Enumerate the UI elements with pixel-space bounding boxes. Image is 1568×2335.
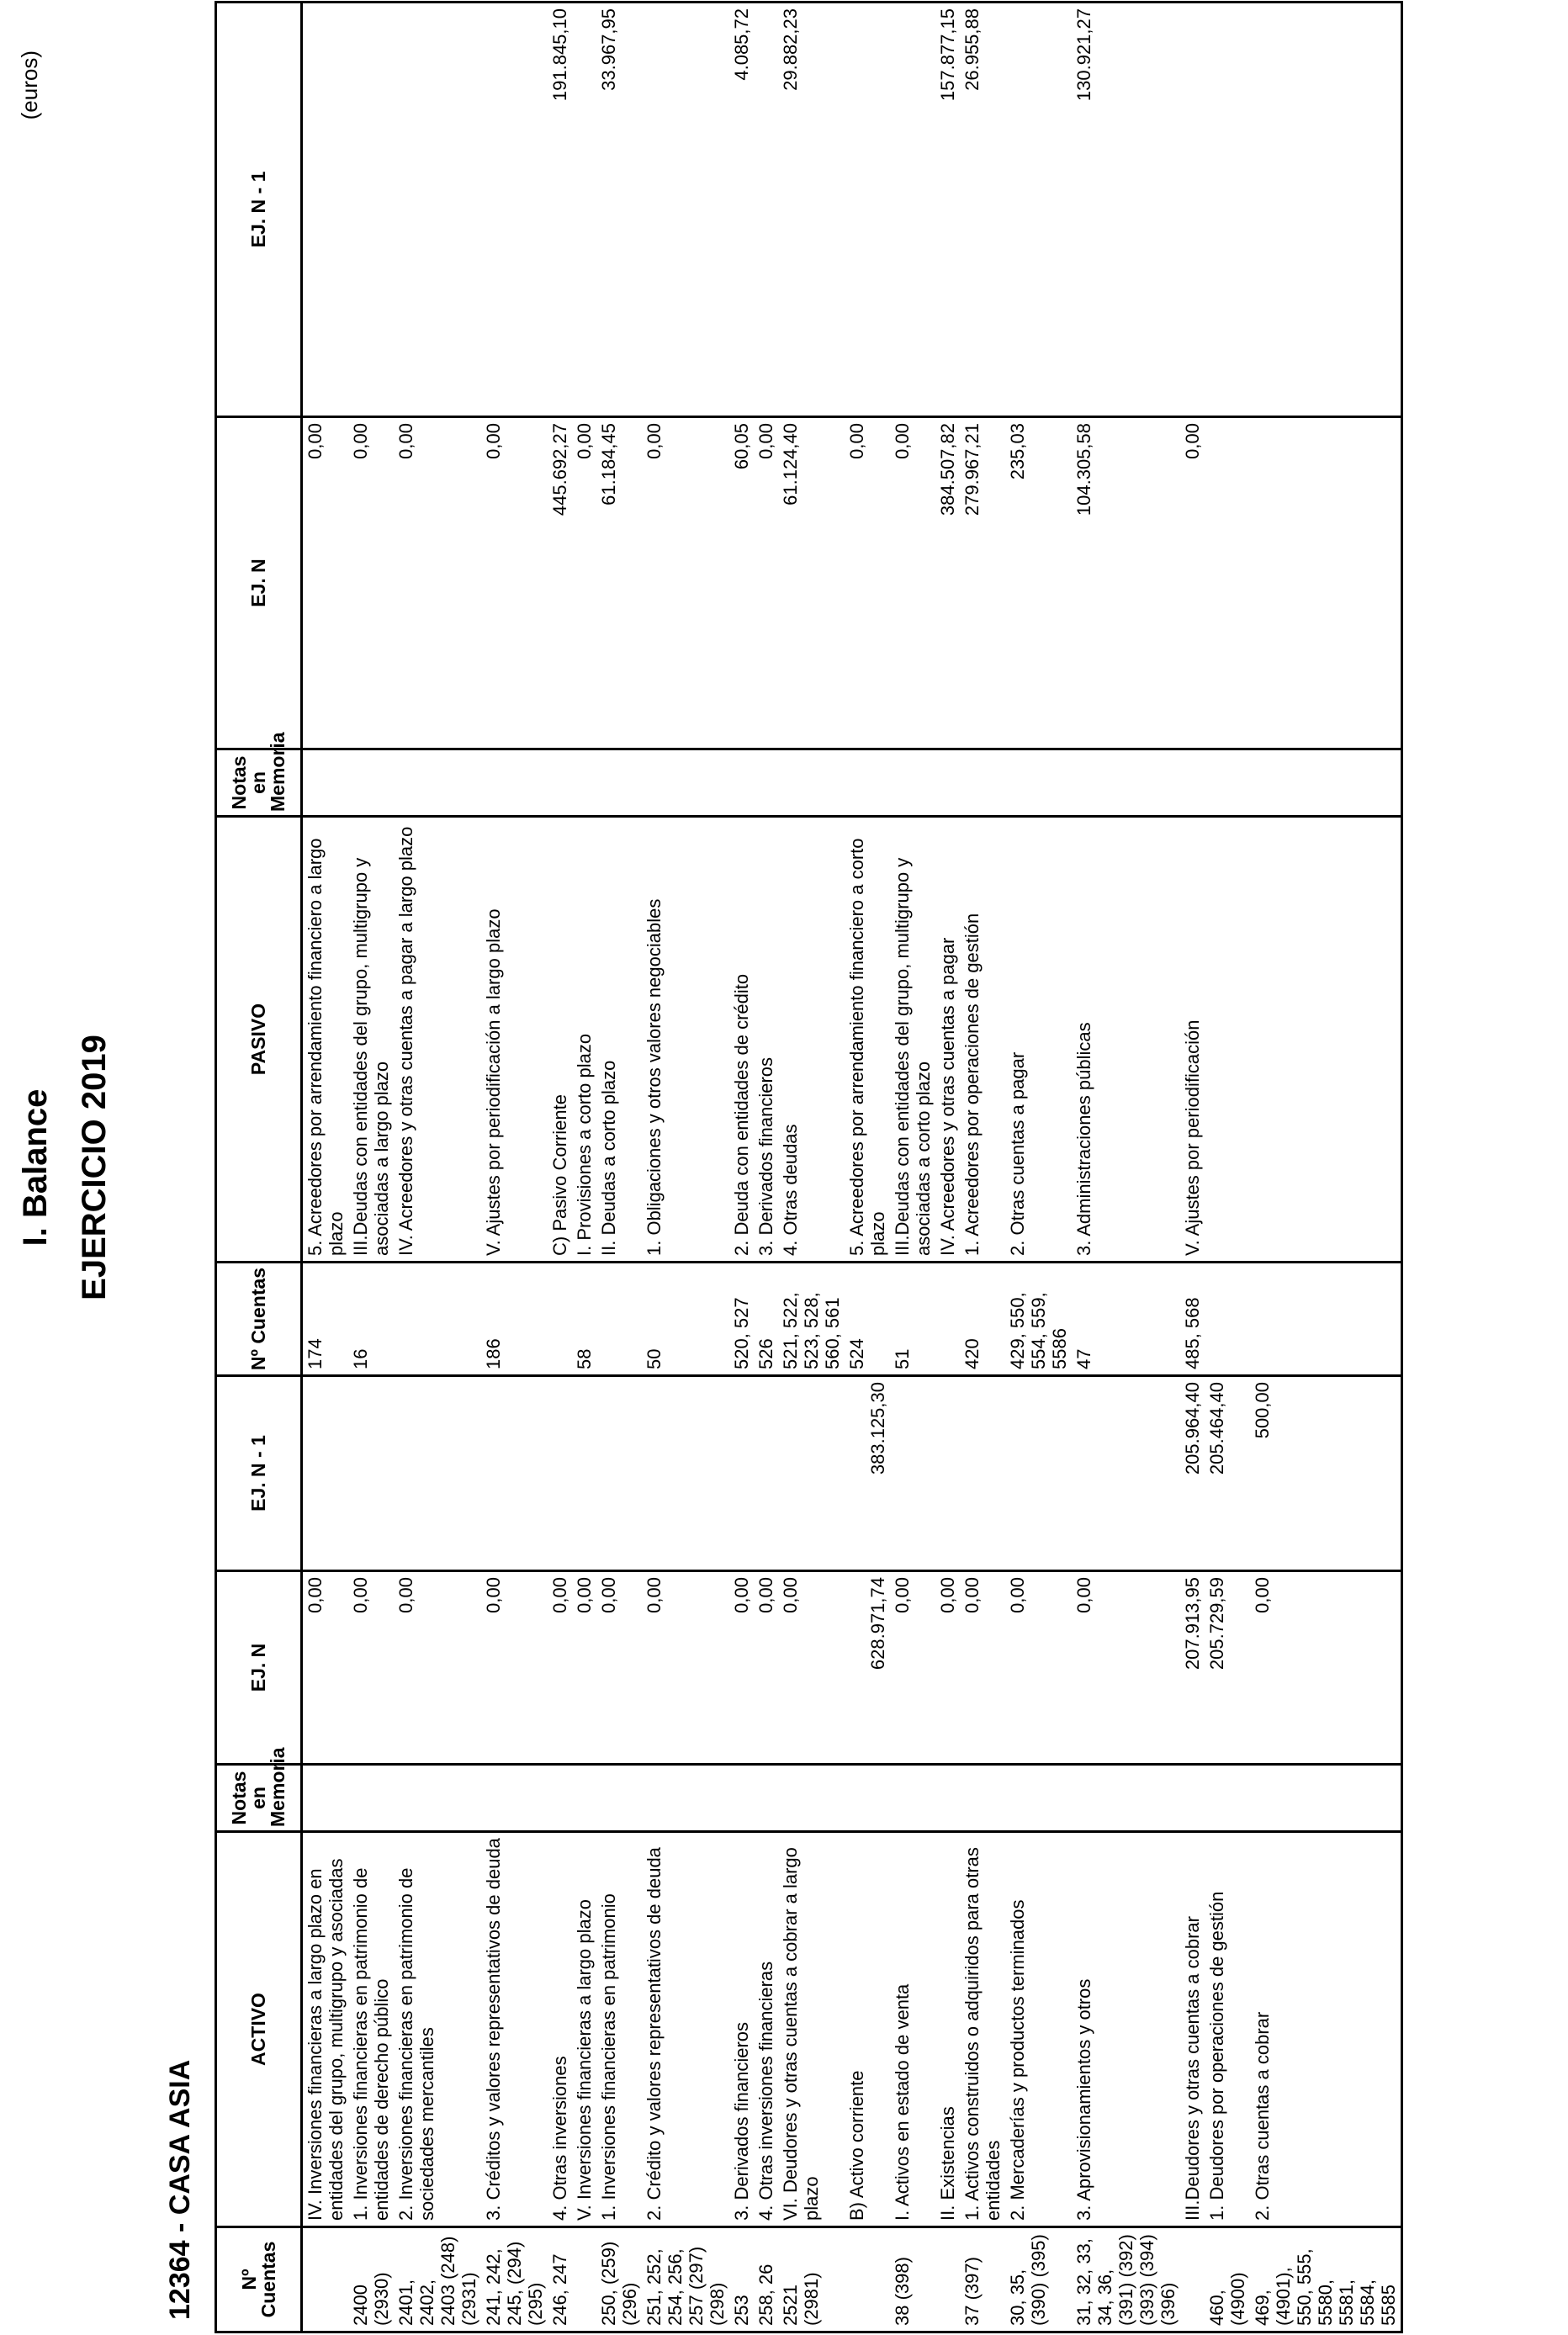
activo-ej-n-cell: 0,00 bbox=[1250, 1571, 1402, 1765]
activo-notes-cell bbox=[729, 1765, 754, 1832]
pasivo-notes-cell bbox=[1072, 749, 1180, 817]
activo-label-cell: II. Existencias bbox=[935, 1832, 960, 2227]
activo-label-cell: 4. Otras inversiones financieras bbox=[754, 1832, 778, 2227]
activo-notes-cell bbox=[1180, 1765, 1205, 1832]
activo-notes-cell bbox=[754, 1765, 778, 1832]
activo-ej-n1-cell bbox=[1005, 1376, 1072, 1571]
activo-ej-n-cell: 205.729,59 bbox=[1205, 1571, 1250, 1765]
pasivo-ej-n-cell: 0,00 bbox=[348, 417, 394, 749]
pasivo-ej-n-cell: 0,00 bbox=[845, 417, 890, 749]
pasivo-label-cell: V. Ajustes por periodificación bbox=[1180, 817, 1205, 1263]
activo-ej-n1-cell bbox=[596, 1376, 642, 1571]
activo-label-cell: 3. Créditos y valores representativos de deuda bbox=[481, 1832, 548, 2227]
activo-ej-n-cell: 0,00 bbox=[642, 1571, 729, 1765]
table-row bbox=[1005, 3, 1072, 2332]
pasivo-label-cell: 1. Acreedores por operaciones de gestión bbox=[960, 817, 1005, 1263]
pasivo-ej-n-cell: 0,00 bbox=[302, 417, 349, 749]
activo-label-cell: 1. Deudores por operaciones de gestión bbox=[1205, 1832, 1250, 2227]
activo-accounts-cell: 258, 26 bbox=[754, 2227, 778, 2332]
activo-notes-cell bbox=[1250, 1765, 1402, 1832]
pasivo-ej-n-cell: 61.184,45 bbox=[596, 417, 642, 749]
activo-ej-n1-cell bbox=[754, 1376, 778, 1571]
pasivo-notes-cell bbox=[845, 749, 890, 817]
pasivo-accounts-cell bbox=[1250, 1263, 1402, 1376]
col-header-activo: ACTIVO bbox=[216, 1832, 302, 2227]
pasivo-label-cell: 5. Acreedores por arrendamiento financiero a corto plazo bbox=[845, 817, 890, 1263]
activo-label-cell: 3. Derivados financieros bbox=[729, 1832, 754, 2227]
activo-label-cell: I. Activos en estado de venta bbox=[890, 1832, 935, 2227]
col-header-ej-n-activo: EJ. N bbox=[216, 1571, 302, 1765]
activo-ej-n1-cell bbox=[729, 1376, 754, 1571]
pasivo-ej-n-cell: 0,00 bbox=[481, 417, 548, 749]
pasivo-ej-n1-cell bbox=[394, 3, 481, 417]
activo-accounts-cell: 2521 (2981) bbox=[778, 2227, 845, 2332]
pasivo-label-cell: I. Provisiones a corto plazo bbox=[572, 817, 596, 1263]
activo-ej-n1-cell bbox=[302, 1376, 349, 1571]
pasivo-ej-n1-cell bbox=[302, 3, 349, 417]
pasivo-ej-n-cell: 384.507,82 bbox=[935, 417, 960, 749]
activo-accounts-cell bbox=[1180, 2227, 1205, 2332]
pasivo-ej-n-cell: 0,00 bbox=[754, 417, 778, 749]
activo-ej-n1-cell bbox=[481, 1376, 548, 1571]
activo-ej-n1-cell bbox=[548, 1376, 572, 1571]
pasivo-accounts-cell bbox=[596, 1263, 642, 1376]
pasivo-ej-n1-cell: 130.921,27 bbox=[1072, 3, 1180, 417]
activo-accounts-cell: 2400 (2930) bbox=[348, 2227, 394, 2332]
activo-label-cell: 2. Crédito y valores representativos de deuda bbox=[642, 1832, 729, 2227]
pasivo-ej-n1-cell: 191.845,10 bbox=[548, 3, 572, 417]
pasivo-ej-n1-cell bbox=[1250, 3, 1402, 417]
pasivo-ej-n1-cell: 157.877,15 bbox=[935, 3, 960, 417]
col-header-accounts-activo: Nº Cuentas bbox=[216, 2227, 302, 2332]
pasivo-label-cell: C) Pasivo Corriente bbox=[548, 817, 572, 1263]
pasivo-accounts-cell: 524 bbox=[845, 1263, 890, 1376]
pasivo-label-cell: 2. Otras cuentas a pagar bbox=[1005, 817, 1072, 1263]
activo-accounts-cell: 251, 252, 254, 256, 257 (297) (298) bbox=[642, 2227, 729, 2332]
pasivo-ej-n-cell: 0,00 bbox=[394, 417, 481, 749]
activo-ej-n1-cell bbox=[1072, 1376, 1180, 1571]
pasivo-ej-n1-cell bbox=[642, 3, 729, 417]
pasivo-label-cell: IV. Acreedores y otras cuentas a pagar bbox=[935, 817, 960, 1263]
activo-ej-n-cell: 0,00 bbox=[394, 1571, 481, 1765]
pasivo-accounts-cell bbox=[548, 1263, 572, 1376]
activo-ej-n1-cell bbox=[778, 1376, 845, 1571]
pasivo-accounts-cell: 51 bbox=[890, 1263, 935, 1376]
pasivo-ej-n-cell: 104.305,58 bbox=[1072, 417, 1180, 749]
activo-ej-n1-cell: 500,00 bbox=[1250, 1376, 1402, 1571]
col-header-ej-n-pasivo: EJ. N bbox=[216, 417, 302, 749]
table-row bbox=[754, 3, 778, 2332]
activo-label-cell: B) Activo corriente bbox=[845, 1832, 890, 2227]
activo-label-cell: IV. Inversiones financieras a largo plazo en entidades del grupo, multigrupo y asociadas bbox=[302, 1832, 349, 2227]
activo-ej-n-cell: 0,00 bbox=[729, 1571, 754, 1765]
pasivo-accounts-cell bbox=[394, 1263, 481, 1376]
activo-ej-n-cell: 0,00 bbox=[348, 1571, 394, 1765]
pasivo-notes-cell bbox=[596, 749, 642, 817]
table-row bbox=[394, 3, 481, 2332]
table-row bbox=[729, 3, 754, 2332]
activo-notes-cell bbox=[845, 1765, 890, 1832]
activo-ej-n1-cell: 383.125,30 bbox=[845, 1376, 890, 1571]
pasivo-notes-cell bbox=[1205, 749, 1250, 817]
pasivo-ej-n1-cell bbox=[890, 3, 935, 417]
exercise-title: EJERCICIO 2019 bbox=[76, 1035, 113, 1300]
pasivo-ej-n-cell: 0,00 bbox=[572, 417, 596, 749]
pasivo-ej-n-cell: 279.967,21 bbox=[960, 417, 1005, 749]
pasivo-accounts-cell: 526 bbox=[754, 1263, 778, 1376]
balance-table bbox=[215, 1, 1403, 2333]
pasivo-label-cell: 3. Administraciones públicas bbox=[1072, 817, 1180, 1263]
pasivo-notes-cell bbox=[1250, 749, 1402, 817]
activo-label-cell: 3. Aprovisionamientos y otros bbox=[1072, 1832, 1180, 2227]
pasivo-label-cell: 3. Derivados financieros bbox=[754, 817, 778, 1263]
pasivo-accounts-cell: 420 bbox=[960, 1263, 1005, 1376]
activo-ej-n-cell: 0,00 bbox=[890, 1571, 935, 1765]
table-row bbox=[1205, 3, 1250, 2332]
activo-accounts-cell bbox=[845, 2227, 890, 2332]
pasivo-notes-cell bbox=[394, 749, 481, 817]
pasivo-accounts-cell: 429, 550, 554, 559, 5586 bbox=[1005, 1263, 1072, 1376]
pasivo-label-cell: II. Deudas a corto plazo bbox=[596, 817, 642, 1263]
pasivo-accounts-cell: 485, 568 bbox=[1180, 1263, 1205, 1376]
activo-accounts-cell: 246, 247 bbox=[548, 2227, 572, 2332]
table-row bbox=[960, 3, 1005, 2332]
activo-accounts-cell: 38 (398) bbox=[890, 2227, 935, 2332]
table-row bbox=[935, 3, 960, 2332]
activo-notes-cell bbox=[890, 1765, 935, 1832]
activo-ej-n1-cell bbox=[960, 1376, 1005, 1571]
activo-notes-cell bbox=[778, 1765, 845, 1832]
activo-notes-cell bbox=[1205, 1765, 1250, 1832]
table-row bbox=[642, 3, 729, 2332]
pasivo-ej-n-cell bbox=[1250, 417, 1402, 749]
pasivo-ej-n1-cell: 33.967,95 bbox=[596, 3, 642, 417]
activo-notes-cell bbox=[302, 1765, 349, 1832]
activo-ej-n-cell: 0,00 bbox=[572, 1571, 596, 1765]
activo-ej-n-cell: 0,00 bbox=[960, 1571, 1005, 1765]
pasivo-label-cell bbox=[1205, 817, 1250, 1263]
activo-ej-n1-cell bbox=[642, 1376, 729, 1571]
activo-notes-cell bbox=[394, 1765, 481, 1832]
col-header-ej-n1-activo: EJ. N - 1 bbox=[216, 1376, 302, 1571]
activo-label-cell: 1. Inversiones financieras en patrimonio de entidades de derecho público bbox=[348, 1832, 394, 2227]
table-row bbox=[572, 3, 596, 2332]
pasivo-label-cell: III.Deudas con entidades del grupo, multigrupo y asociadas a largo plazo bbox=[348, 817, 394, 1263]
activo-ej-n1-cell bbox=[572, 1376, 596, 1571]
activo-accounts-cell: 250, (259) (296) bbox=[596, 2227, 642, 2332]
pasivo-ej-n-cell: 0,00 bbox=[642, 417, 729, 749]
pasivo-label-cell: V. Ajustes por periodificación a largo plazo bbox=[481, 817, 548, 1263]
pasivo-ej-n1-cell bbox=[1005, 3, 1072, 417]
activo-ej-n-cell: 0,00 bbox=[754, 1571, 778, 1765]
activo-accounts-cell: 460, (4900) bbox=[1205, 2227, 1250, 2332]
activo-label-cell: V. Inversiones financieras a largo plazo bbox=[572, 1832, 596, 2227]
activo-notes-cell bbox=[348, 1765, 394, 1832]
activo-ej-n1-cell bbox=[348, 1376, 394, 1571]
activo-ej-n1-cell: 205.464,40 bbox=[1205, 1376, 1250, 1571]
activo-accounts-cell bbox=[302, 2227, 349, 2332]
entity-name: 12364 - CASA ASIA bbox=[164, 2059, 196, 2320]
pasivo-notes-cell bbox=[960, 749, 1005, 817]
activo-notes-cell bbox=[1072, 1765, 1180, 1832]
table-row bbox=[548, 3, 572, 2332]
activo-ej-n1-cell bbox=[935, 1376, 960, 1571]
activo-ej-n1-cell bbox=[890, 1376, 935, 1571]
activo-ej-n-cell: 0,00 bbox=[302, 1571, 349, 1765]
pasivo-accounts-cell: 50 bbox=[642, 1263, 729, 1376]
pasivo-accounts-cell: 58 bbox=[572, 1263, 596, 1376]
pasivo-notes-cell bbox=[642, 749, 729, 817]
pasivo-label-cell: IV. Acreedores y otras cuentas a pagar a largo plazo bbox=[394, 817, 481, 1263]
table-row bbox=[1180, 3, 1205, 2332]
pasivo-notes-cell bbox=[778, 749, 845, 817]
table-row bbox=[596, 3, 642, 2332]
pasivo-ej-n1-cell bbox=[1180, 3, 1205, 417]
activo-ej-n-cell: 0,00 bbox=[481, 1571, 548, 1765]
pasivo-notes-cell bbox=[890, 749, 935, 817]
pasivo-label-cell bbox=[1250, 817, 1402, 1263]
pasivo-ej-n-cell: 445.692,27 bbox=[548, 417, 572, 749]
activo-ej-n-cell: 0,00 bbox=[596, 1571, 642, 1765]
pasivo-label-cell: 2. Deuda con entidades de crédito bbox=[729, 817, 754, 1263]
pasivo-notes-cell bbox=[572, 749, 596, 817]
pasivo-ej-n-cell: 235,03 bbox=[1005, 417, 1072, 749]
pasivo-notes-cell bbox=[548, 749, 572, 817]
pasivo-notes-cell bbox=[302, 749, 349, 817]
pasivo-label-cell: 5. Acreedores por arrendamiento financiero a largo plazo bbox=[302, 817, 349, 1263]
activo-label-cell: 2. Mercaderías y productos terminados bbox=[1005, 1832, 1072, 2227]
activo-ej-n-cell: 628.971,74 bbox=[845, 1571, 890, 1765]
pasivo-label-cell: III.Deudas con entidades del grupo, multigrupo y asociadas a corto plazo bbox=[890, 817, 935, 1263]
pasivo-notes-cell bbox=[754, 749, 778, 817]
activo-accounts-cell bbox=[572, 2227, 596, 2332]
pasivo-accounts-cell: 174 bbox=[302, 1263, 349, 1376]
activo-ej-n-cell: 0,00 bbox=[1005, 1571, 1072, 1765]
activo-notes-cell bbox=[548, 1765, 572, 1832]
col-header-accounts-pasivo: Nº Cuentas bbox=[216, 1263, 302, 1376]
activo-ej-n1-cell bbox=[394, 1376, 481, 1571]
pasivo-label-cell: 1. Obligaciones y otros valores negociables bbox=[642, 817, 729, 1263]
pasivo-ej-n1-cell bbox=[754, 3, 778, 417]
pasivo-accounts-cell: 520, 527 bbox=[729, 1263, 754, 1376]
activo-accounts-cell: 469, (4901), 550, 555, 5580, 5581, 5584, 5585 bbox=[1250, 2227, 1402, 2332]
activo-label-cell: III.Deudores y otras cuentas a cobrar bbox=[1180, 1832, 1205, 2227]
activo-accounts-cell: 2401, 2402, 2403 (248) (2931) bbox=[394, 2227, 481, 2332]
pasivo-notes-cell bbox=[348, 749, 394, 817]
table-row bbox=[1250, 3, 1402, 2332]
activo-ej-n-cell: 0,00 bbox=[778, 1571, 845, 1765]
pasivo-accounts-cell bbox=[1205, 1263, 1250, 1376]
activo-ej-n-cell: 0,00 bbox=[1072, 1571, 1180, 1765]
col-header-ej-n1-pasivo: EJ. N - 1 bbox=[216, 3, 302, 417]
pasivo-accounts-cell bbox=[935, 1263, 960, 1376]
activo-label-cell: 2. Otras cuentas a cobrar bbox=[1250, 1832, 1402, 2227]
activo-label-cell: 1. Activos construidos o adquiridos para otras entidades bbox=[960, 1832, 1005, 2227]
col-header-notes-pasivo: Notas en Memoria bbox=[216, 749, 302, 817]
table-row bbox=[302, 3, 349, 2332]
pasivo-accounts-cell: 186 bbox=[481, 1263, 548, 1376]
activo-label-cell: VI. Deudores y otras cuentas a cobrar a largo plazo bbox=[778, 1832, 845, 2227]
activo-accounts-cell bbox=[935, 2227, 960, 2332]
pasivo-accounts-cell: 47 bbox=[1072, 1263, 1180, 1376]
col-header-pasivo: PASIVO bbox=[216, 817, 302, 1263]
pasivo-ej-n-cell: 60,05 bbox=[729, 417, 754, 749]
pasivo-notes-cell bbox=[1180, 749, 1205, 817]
activo-notes-cell bbox=[481, 1765, 548, 1832]
pasivo-ej-n-cell bbox=[1205, 417, 1250, 749]
activo-notes-cell bbox=[596, 1765, 642, 1832]
activo-label-cell: 2. Inversiones financieras en patrimonio de sociedades mercantiles bbox=[394, 1832, 481, 2227]
table-row bbox=[481, 3, 548, 2332]
table-row bbox=[778, 3, 845, 2332]
pasivo-ej-n1-cell bbox=[845, 3, 890, 417]
pasivo-notes-cell bbox=[935, 749, 960, 817]
activo-ej-n-cell: 207.913,95 bbox=[1180, 1571, 1205, 1765]
table-row bbox=[890, 3, 935, 2332]
activo-accounts-cell: 30, 35, (390) (395) bbox=[1005, 2227, 1072, 2332]
pasivo-notes-cell bbox=[729, 749, 754, 817]
pasivo-label-cell: 4. Otras deudas bbox=[778, 817, 845, 1263]
activo-accounts-cell: 253 bbox=[729, 2227, 754, 2332]
col-header-notes-activo: Notas en Memoria bbox=[216, 1765, 302, 1832]
table-row bbox=[348, 3, 394, 2332]
activo-notes-cell bbox=[960, 1765, 1005, 1832]
activo-label-cell: 1. Inversiones financieras en patrimonio bbox=[596, 1832, 642, 2227]
page-title: I. Balance bbox=[17, 1088, 54, 1247]
currency-unit: (euros) bbox=[17, 50, 42, 120]
pasivo-notes-cell bbox=[1005, 749, 1072, 817]
activo-notes-cell bbox=[572, 1765, 596, 1832]
pasivo-ej-n-cell: 0,00 bbox=[890, 417, 935, 749]
pasivo-ej-n1-cell: 26.955,88 bbox=[960, 3, 1005, 417]
pasivo-ej-n1-cell: 29.882,23 bbox=[778, 3, 845, 417]
pasivo-ej-n1-cell: 4.085,72 bbox=[729, 3, 754, 417]
table-header-row bbox=[216, 3, 302, 2332]
pasivo-ej-n1-cell bbox=[572, 3, 596, 417]
pasivo-notes-cell bbox=[481, 749, 548, 817]
pasivo-ej-n-cell: 61.124,40 bbox=[778, 417, 845, 749]
pasivo-accounts-cell: 521, 522, 523, 528, 560, 561 bbox=[778, 1263, 845, 1376]
activo-accounts-cell: 241, 242, 245, (294) (295) bbox=[481, 2227, 548, 2332]
activo-accounts-cell: 31, 32, 33, 34, 36, (391) (392) (393) (394) (396) bbox=[1072, 2227, 1180, 2332]
activo-accounts-cell: 37 (397) bbox=[960, 2227, 1005, 2332]
activo-ej-n-cell: 0,00 bbox=[935, 1571, 960, 1765]
activo-notes-cell bbox=[1005, 1765, 1072, 1832]
pasivo-ej-n1-cell bbox=[348, 3, 394, 417]
pasivo-ej-n1-cell bbox=[481, 3, 548, 417]
pasivo-ej-n1-cell bbox=[1205, 3, 1250, 417]
table-row bbox=[1072, 3, 1180, 2332]
activo-notes-cell bbox=[935, 1765, 960, 1832]
activo-label-cell: 4. Otras inversiones bbox=[548, 1832, 572, 2227]
pasivo-ej-n-cell: 0,00 bbox=[1180, 417, 1205, 749]
table-row bbox=[845, 3, 890, 2332]
activo-ej-n1-cell: 205.964,40 bbox=[1180, 1376, 1205, 1571]
activo-notes-cell bbox=[642, 1765, 729, 1832]
pasivo-accounts-cell: 16 bbox=[348, 1263, 394, 1376]
activo-ej-n-cell: 0,00 bbox=[548, 1571, 572, 1765]
